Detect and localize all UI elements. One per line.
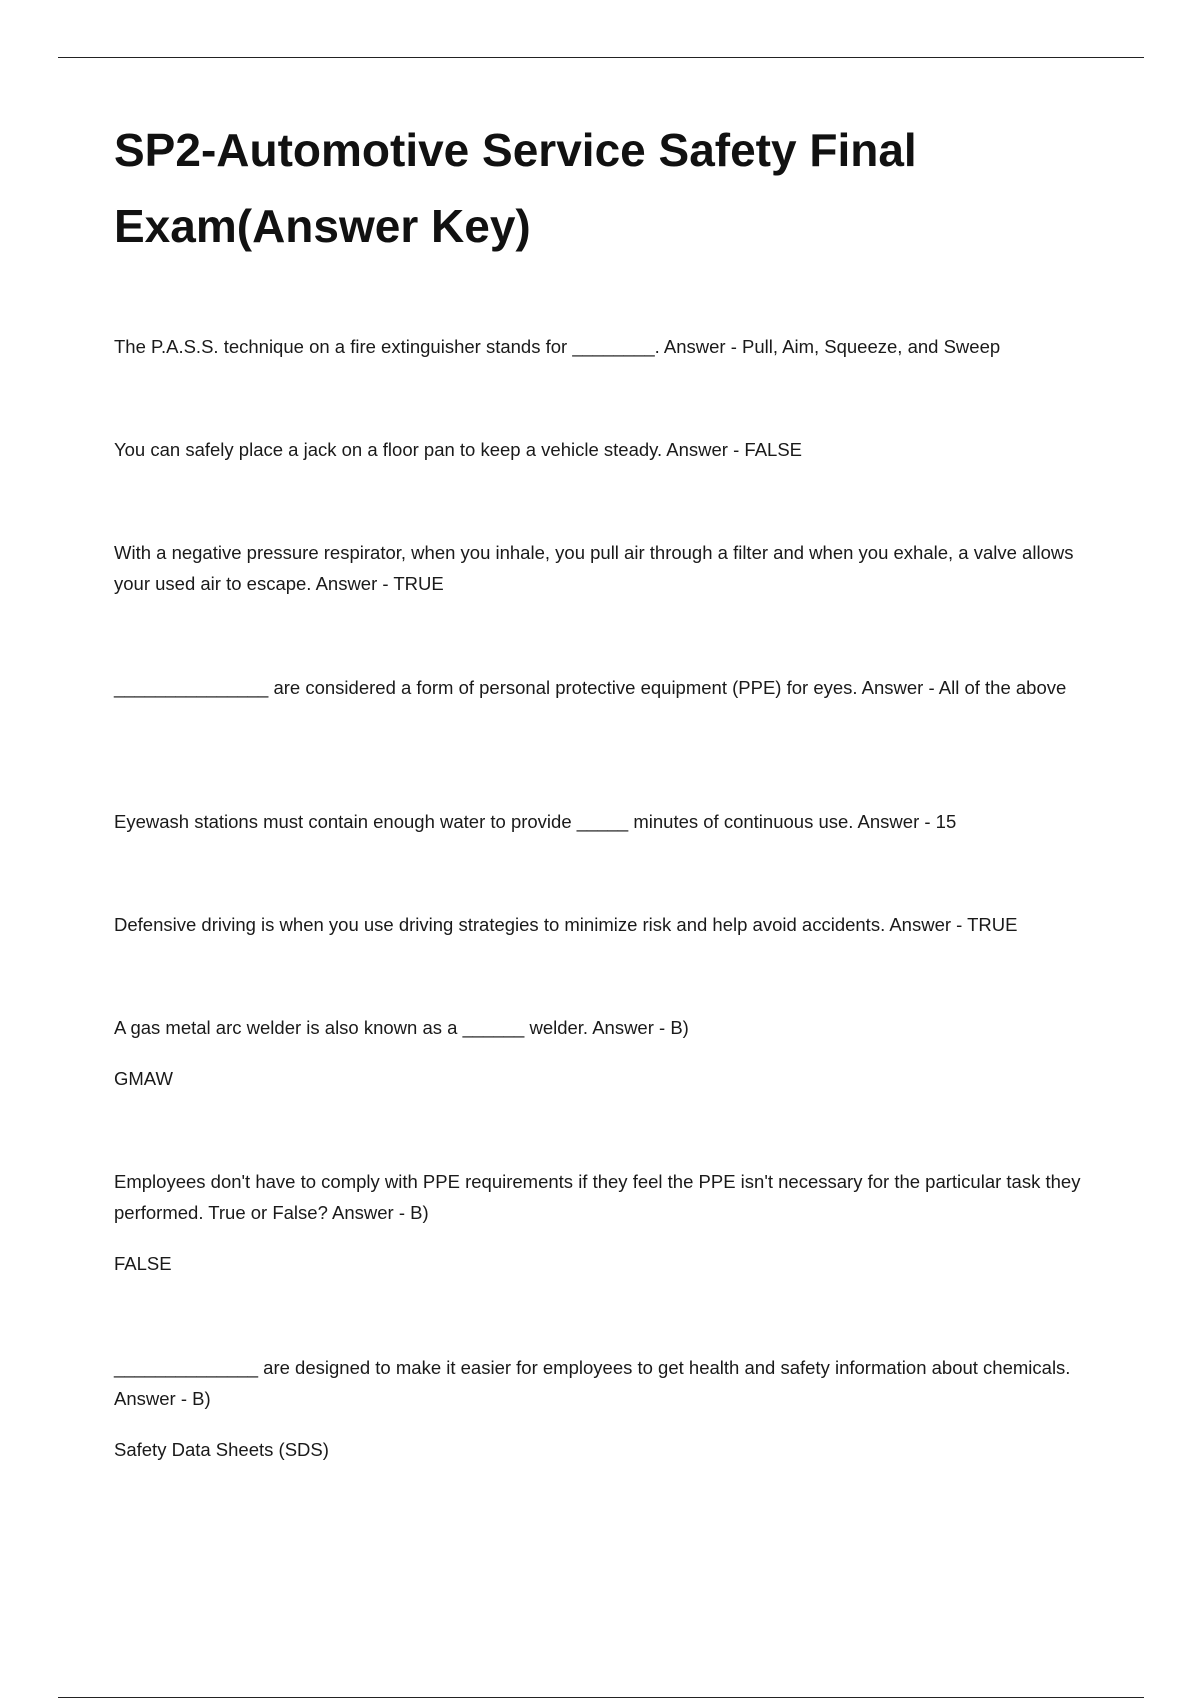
question-text: The P.A.S.S. technique on a fire extinguisher stands for ________. Answer - Pull, Aim, Squeeze, and Sweep: [114, 336, 1001, 357]
question-item: [114, 1166, 1114, 1279]
question-item: [114, 1352, 1114, 1465]
question-text: Defensive driving is when you use driving strategies to minimize risk and help avoid accidents. Answer - TRUE: [114, 914, 1018, 935]
question-text: A gas metal arc welder is also known as a ______ welder. Answer - B): [114, 1017, 689, 1038]
top-divider: [58, 57, 1144, 58]
question-item: [114, 537, 1114, 599]
question-text: You can safely place a jack on a floor pan to keep a vehicle steady. Answer - FALSE: [114, 439, 802, 460]
question-text: With a negative pressure respirator, when you inhale, you pull air through a filter and when you exhale, a valve allows your used air to escape. Answer - TRUE: [114, 542, 1074, 594]
question-item: [114, 806, 1114, 837]
question-text: ______________ are designed to make it easier for employees to get health and safety information about chemicals. Answer - B): [114, 1357, 1071, 1409]
answer-text: Safety Data Sheets (SDS): [114, 1439, 329, 1460]
answer-text: FALSE: [114, 1253, 172, 1274]
answer-text: GMAW: [114, 1068, 173, 1089]
question-text: _______________ are considered a form of personal protective equipment (PPE) for eyes. Answer - All of the above: [114, 677, 1067, 698]
question-text: Employees don't have to comply with PPE requirements if they feel the PPE isn't necessary for the particular task they performed. True or False? Answer - B): [114, 1171, 1081, 1223]
document-title: SP2-Automotive Service Safety Final Exam(Answer Key): [114, 124, 917, 252]
question-item: [114, 434, 1114, 465]
question-item: [114, 1012, 1114, 1094]
question-item: [114, 672, 1114, 703]
question-item: [114, 331, 1114, 362]
question-text: Eyewash stations must contain enough water to provide _____ minutes of continuous use. Answer - 15: [114, 811, 957, 832]
bottom-divider: [58, 1697, 1144, 1698]
question-item: [114, 909, 1114, 940]
